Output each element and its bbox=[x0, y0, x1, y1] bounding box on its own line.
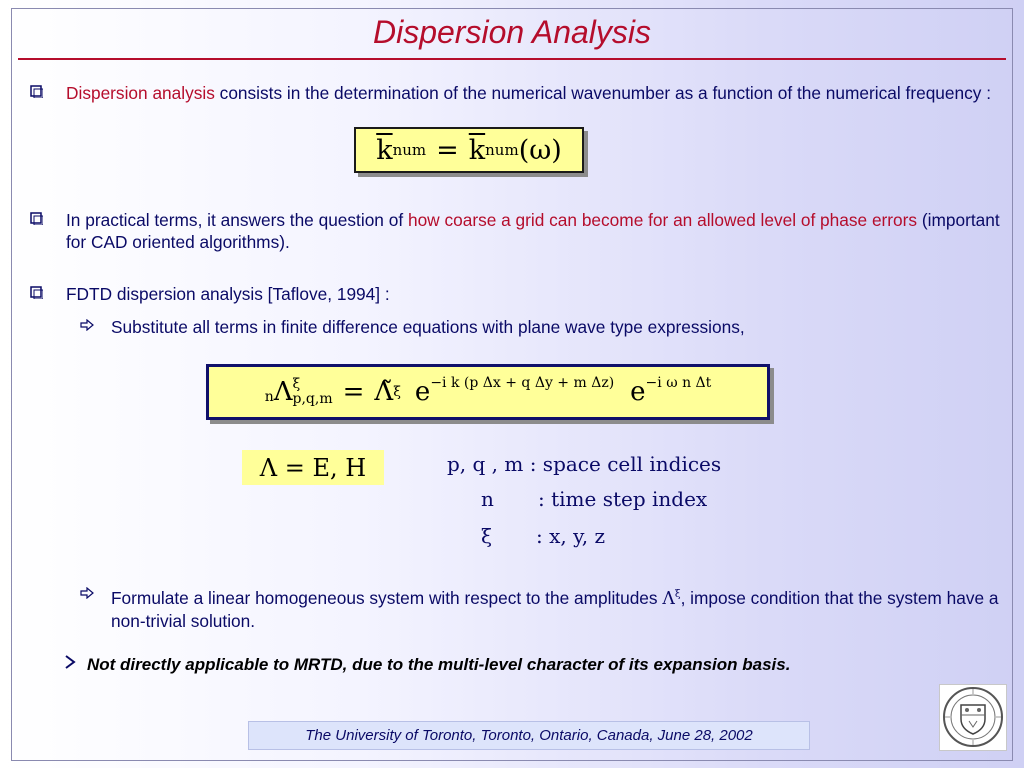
bullet-fdtd-dispersion: FDTD dispersion analysis [Taflove, 1994] : bbox=[66, 284, 390, 304]
legend-pqm: p, q , m : space cell indices bbox=[447, 452, 722, 476]
equation-knum bbox=[354, 127, 584, 173]
eq-e-2: e bbox=[630, 377, 646, 407]
checkbox-bullet-icon bbox=[30, 286, 44, 299]
title-underline bbox=[18, 58, 1006, 60]
sub-bullet-substitute: Substitute all terms in finite difference equations with plane wave type expressions, bbox=[111, 317, 745, 337]
k-bar: $\overline{k}$ bbox=[376, 134, 393, 166]
equation-plane-wave bbox=[206, 364, 770, 420]
eq-e-1: e bbox=[414, 377, 431, 407]
bullet1-text: consists in the determination of the numerical wavenumber as a function of the numerical frequency : bbox=[214, 83, 992, 103]
k-bar-2: $\overline{k}$ bbox=[468, 134, 486, 166]
legend-n-symbol: n bbox=[481, 487, 494, 511]
bullet2-pre: In practical terms, it answers the question of bbox=[66, 210, 408, 230]
equals-sign: = bbox=[436, 134, 459, 166]
checkbox-bullet-icon bbox=[30, 85, 44, 98]
legend-n: : time step index bbox=[538, 487, 708, 511]
arrow-bullet-icon bbox=[80, 586, 94, 604]
sub-bullet-formulate bbox=[111, 583, 1006, 632]
term-dispersion-analysis: Dispersion analysis bbox=[66, 83, 215, 103]
eq-n-prefix: n bbox=[264, 389, 274, 405]
sub2-lambda: Λ bbox=[662, 588, 675, 609]
k-subscript: num bbox=[392, 141, 427, 159]
eq-exp-temporal: −i ω n Δt bbox=[645, 375, 712, 391]
legend-xi-symbol: ξ bbox=[481, 524, 493, 548]
footer-text: The University of Toronto, Toronto, Ontario, Canada, June 28, 2002 bbox=[305, 727, 753, 744]
bullet2-highlight: how coarse a grid can become for an allowed level of phase errors bbox=[407, 210, 918, 230]
equation-lambda-fields: Λ = E, H bbox=[242, 450, 384, 485]
eq-equals: = bbox=[342, 377, 365, 407]
slide-title: Dispersion Analysis bbox=[372, 14, 652, 50]
bullet-dispersion-definition bbox=[66, 82, 1001, 104]
sub2-xi: ξ bbox=[674, 588, 681, 600]
eq-lambda: Λ bbox=[273, 377, 293, 407]
checkbox-bullet-icon bbox=[30, 212, 44, 225]
eq-exp-spatial: −i k (p Δx + q Δy + m Δz) bbox=[430, 375, 615, 391]
arrow-bullet-icon bbox=[80, 318, 94, 336]
sub2-post: , impose condition that the system have a non-trivial solution. bbox=[111, 587, 999, 631]
chevron-bullet-icon bbox=[64, 655, 76, 674]
legend-xi: : x, y, z bbox=[536, 524, 605, 548]
footer-banner bbox=[248, 721, 810, 750]
k-subscript-2: num bbox=[485, 141, 519, 159]
eq-lambda-tilde: Λ̃ bbox=[374, 377, 394, 407]
eq-xi-sup: ξ bbox=[292, 376, 301, 392]
eq-pqm-sub: p,q,m bbox=[292, 391, 333, 407]
university-seal-logo bbox=[939, 684, 1007, 751]
mrtd-remark: Not directly applicable to MRTD, due to the multi-level character of its expansion basis. bbox=[87, 655, 791, 674]
eq-xi-sup-2: ξ bbox=[393, 384, 401, 400]
omega-arg: (ω) bbox=[518, 134, 562, 166]
bullet-practical-terms bbox=[66, 209, 1001, 253]
sub2-pre: Formulate a linear homogeneous system with respect to the amplitudes bbox=[111, 587, 663, 608]
bullet2-post: (important for CAD oriented algorithms). bbox=[66, 210, 1000, 252]
